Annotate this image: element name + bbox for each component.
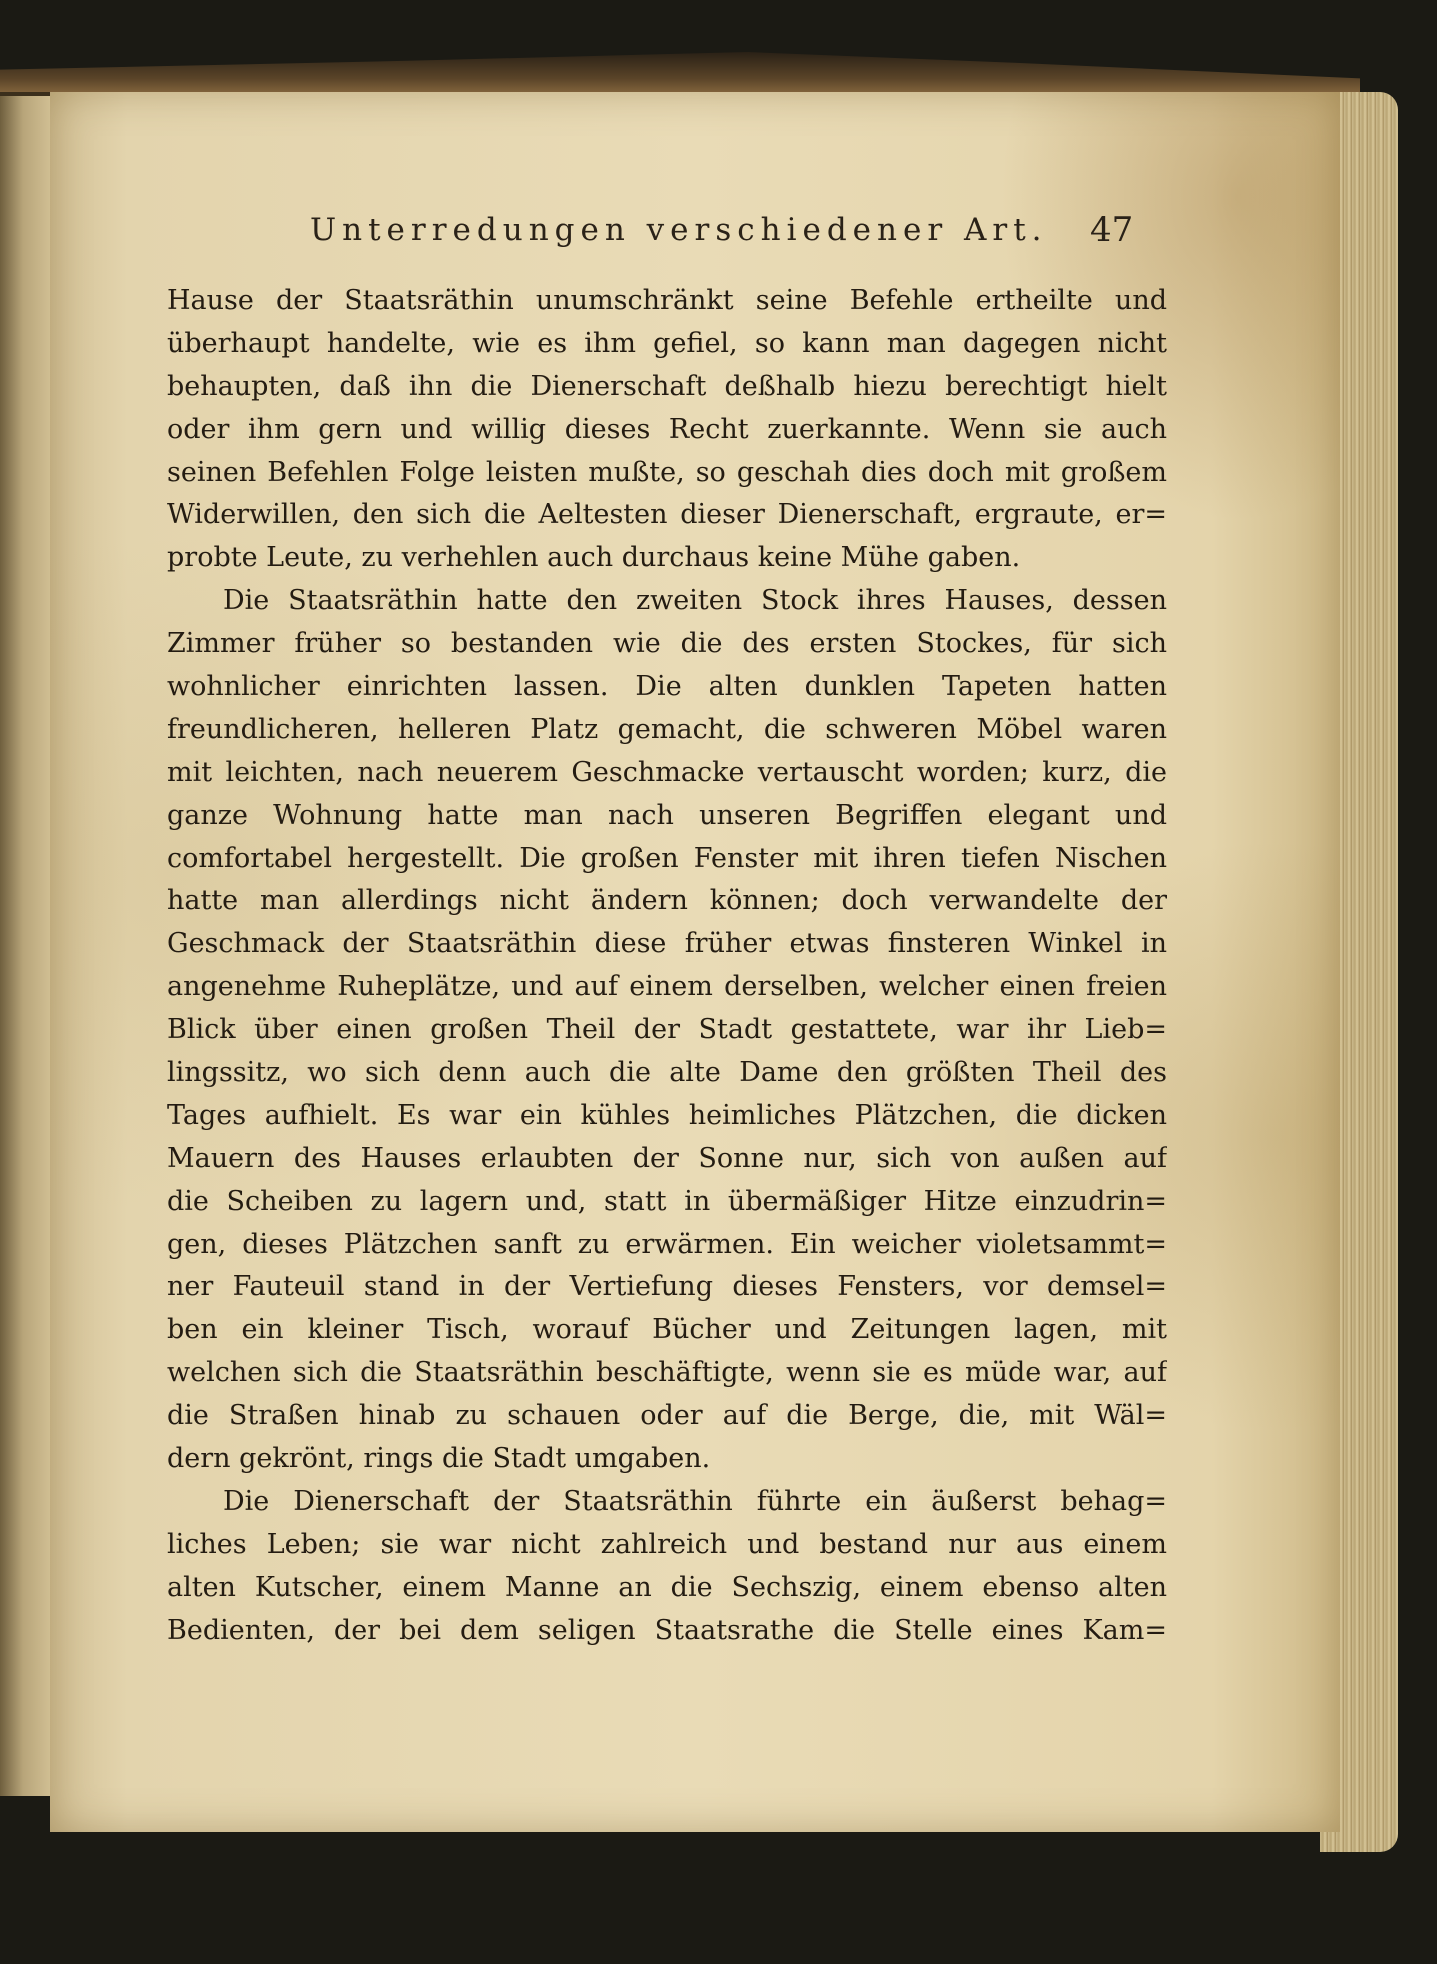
text-line: Zimmer früher so bestanden wie die des ersten Stockes, für sich (167, 628, 1167, 660)
book-page (50, 92, 1340, 1832)
text-line: freundlicheren, helleren Platz gemacht, die schweren Möbel waren (167, 713, 1167, 745)
text-line: ner Fauteuil stand in der Vertiefung dieses Fensters, vor demsel= (167, 1271, 1167, 1303)
text-line: welchen sich die Staatsräthin beschäftigte, wenn sie es müde war, auf (167, 1357, 1167, 1389)
text-line: Bedienten, der bei dem seligen Staatsrathe die Stelle eines Kam= (167, 1614, 1167, 1646)
text-line: die Straßen hinab zu schauen oder auf die Berge, die, mit Wäl= (167, 1400, 1167, 1432)
text-line: die Scheiben zu lagern und, statt in übermäßiger Hitze einzudrin= (167, 1185, 1167, 1217)
page-number: 47 (1090, 210, 1134, 250)
text-line: gen, dieses Plätzchen sanft zu erwärmen. Ein weicher violetsammt= (167, 1228, 1167, 1260)
text-line: Die Staatsräthin hatte den zweiten Stock ihres Hauses, dessen (223, 585, 1167, 617)
text-line: ganze Wohnung hatte man nach unseren Begriffen elegant und (167, 799, 1167, 831)
text-line: Mauern des Hauses erlaubten der Sonne nur, sich von außen auf (167, 1142, 1167, 1174)
text-line: oder ihm gern und willig dieses Recht zuerkannte. Wenn sie auch (167, 413, 1167, 445)
text-line: ben ein kleiner Tisch, worauf Bücher und Zeitungen lagen, mit (167, 1314, 1167, 1346)
body-text (167, 280, 1167, 1653)
text-line: seinen Befehlen Folge leisten mußte, so geschah dies doch mit großem (167, 456, 1167, 488)
text-line: überhaupt handelte, wie es ihm gefiel, so kann man dagegen nicht (167, 327, 1167, 359)
text-line: Widerwillen, den sich die Aeltesten dieser Dienerschaft, ergraute, er= (167, 499, 1167, 531)
text-line: hatte man allerdings nicht ändern können; doch verwandelte der (167, 885, 1167, 917)
text-line: probte Leute, zu verhehlen auch durchaus keine Mühe gaben. (167, 542, 1021, 574)
text-line: angenehme Ruheplätze, und auf einem derselben, welcher einen freien (167, 971, 1167, 1003)
text-line: behaupten, daß ihn die Dienerschaft deßhalb hiezu berechtigt hielt (167, 370, 1167, 402)
text-line: Tages aufhielt. Es war ein kühles heimliches Plätzchen, die dicken (167, 1099, 1167, 1131)
text-line: Blick über einen großen Theil der Stadt gestattete, war ihr Lieb= (167, 1014, 1167, 1046)
text-line: Hause der Staatsräthin unumschränkt seine Befehle ertheilte und (167, 285, 1167, 316)
text-line: mit leichten, nach neuerem Geschmacke vertauscht worden; kurz, die (167, 756, 1167, 788)
running-head: Unterredungen verschiedener Art. (310, 212, 1048, 248)
text-line: Die Dienerschaft der Staatsräthin führte ein äußerst behag= (223, 1485, 1167, 1517)
text-line: lingssitz, wo sich denn auch die alte Dame den größten Theil des (167, 1057, 1167, 1089)
text-line: alten Kutscher, einem Manne an die Sechszig, einem ebenso alten (167, 1571, 1167, 1603)
text-line: comfortabel hergestellt. Die großen Fenster mit ihren tiefen Nischen (167, 842, 1167, 874)
book-cover-edge (0, 52, 1360, 96)
text-line: Geschmack der Staatsräthin diese früher etwas finsteren Winkel in (167, 928, 1167, 960)
text-line: liches Leben; sie war nicht zahlreich und bestand nur aus einem (167, 1528, 1167, 1560)
text-line: wohnlicher einrichten lassen. Die alten dunklen Tapeten hatten (167, 671, 1167, 703)
text-line: dern gekrönt, rings die Stadt umgaben. (167, 1443, 711, 1475)
